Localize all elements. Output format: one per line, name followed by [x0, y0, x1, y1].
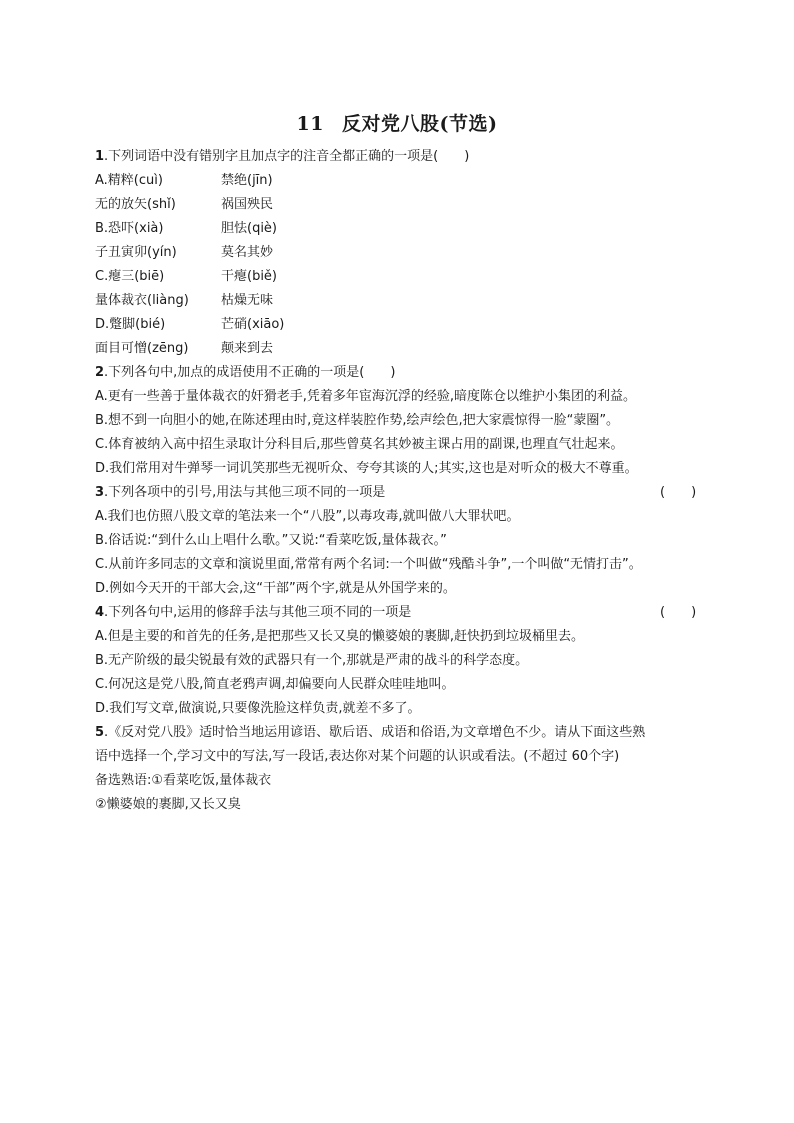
q1-option-c-1: C.瘪三(biē) — [95, 269, 165, 284]
q1-option-d-4: 颠来到去 — [221, 341, 274, 356]
q1-option-d-1: D.蹩脚(bié) — [95, 317, 166, 332]
q2-option-c: C.体育被纳入高中招生录取计分科目后,那些曾莫名其妙被主课占用的副课,也理直气壮起来。 — [95, 437, 624, 452]
q3-number: 3 — [95, 485, 105, 500]
q1-number: 1 — [95, 149, 105, 164]
q1-option-a-2: 禁绝(jīn) — [221, 173, 273, 188]
lesson-title: 反对党八股(节选) — [341, 113, 498, 135]
q4-stem: 4.下列各句中,运用的修辞手法与其他三项不同的一项是 — [95, 605, 412, 620]
q4-option-b: B.无产阶级的最尖锐最有效的武器只有一个,那就是严肃的战斗的科学态度。 — [95, 653, 529, 668]
q4-option-a: A.但是主要的和首先的任务,是把那些又长又臭的懒婆娘的裹脚,赶快扔到垃圾桶里去。 — [95, 629, 585, 644]
q1-option-c-3: 量体裁衣(liàng) — [95, 293, 189, 308]
q3-option-a: A.我们也仿照八股文章的笔法来一个“八股”,以毒攻毒,就叫做八大罪状吧。 — [95, 509, 520, 524]
q4-option-d: D.我们写文章,做演说,只要像洗脸这样负责,就差不多了。 — [95, 701, 421, 716]
q1-option-b-2: 胆怯(qiè) — [221, 221, 278, 236]
q4-option-c: C.何况这是党八股,简直老鸦声调,却偏要向人民群众哇哇地叫。 — [95, 677, 455, 692]
page-title — [0, 109, 794, 136]
lesson-number: 11 — [296, 113, 324, 135]
q1-stem: 1.下列词语中没有错别字且加点字的注音全都正确的一项是( ) — [95, 149, 470, 164]
q2-option-d: D.我们常用对牛弹琴一词讥笑那些无视听众、夸夸其谈的人;其实,这也是对听众的极大不尊重。 — [95, 461, 638, 476]
q1-option-a-4: 祸国殃民 — [221, 197, 274, 212]
q2-stem: 2.下列各句中,加点的成语使用不正确的一项是( ) — [95, 365, 396, 380]
q1-option-c-4: 枯燥无味 — [221, 293, 274, 308]
q1-option-b-1: B.恐吓(xià) — [95, 221, 164, 236]
q5-stem: 5.《反对党八股》适时恰当地运用谚语、歇后语、成语和俗语,为文章增色不少。请从下面这些熟 — [95, 725, 646, 740]
q1-option-c-2: 干瘪(biě) — [221, 269, 278, 284]
q2-option-b: B.想不到一向胆小的她,在陈述理由时,竟这样装腔作势,绘声绘色,把大家震惊得一脸“蒙圈”。 — [95, 413, 620, 428]
q2-option-a: A.更有一些善于量体裁衣的奸猾老手,凭着多年宦海沉浮的经验,暗度陈仓以维护小集团的利益。 — [95, 389, 637, 404]
q4-number: 4 — [95, 605, 105, 620]
q5-idiom-option-2: ②懒婆娘的裹脚,又长又臭 — [95, 797, 241, 812]
q3-answer-parentheses: ( ) — [660, 485, 697, 500]
q3-option-c: C.从前许多同志的文章和演说里面,常常有两个名词:一个叫做“残酷斗争”,一个叫做“无情打击”。 — [95, 557, 642, 572]
q3-option-d: D.例如今天开的干部大会,这“干部”两个字,就是从外国学来的。 — [95, 581, 456, 596]
q3-option-b: B.俗话说:“到什么山上唱什么歌。”又说:“看菜吃饭,量体裁衣。” — [95, 533, 447, 548]
q1-option-d-2: 芒硝(xiāo) — [221, 317, 285, 332]
q2-number: 2 — [95, 365, 105, 380]
q1-option-d-3: 面目可憎(zēng) — [95, 341, 189, 356]
q5-idiom-option-1: 备选熟语:①看菜吃饭,量体裁衣 — [95, 773, 272, 788]
q1-option-a-1: A.精粹(cuì) — [95, 173, 163, 188]
q4-answer-parentheses: ( ) — [660, 605, 697, 620]
q5-number: 5 — [95, 725, 105, 740]
q3-stem: 3.下列各项中的引号,用法与其他三项不同的一项是 — [95, 485, 386, 500]
q1-option-a-3: 无的放矢(shǐ) — [95, 197, 176, 212]
q1-option-b-3: 子丑寅卯(yín) — [95, 245, 177, 260]
q5-stem-continued: 语中选择一个,学习文中的写法,写一段话,表达你对某个问题的认识或看法。(不超过 60个字) — [95, 749, 620, 764]
q1-option-b-4: 莫名其妙 — [221, 245, 274, 260]
